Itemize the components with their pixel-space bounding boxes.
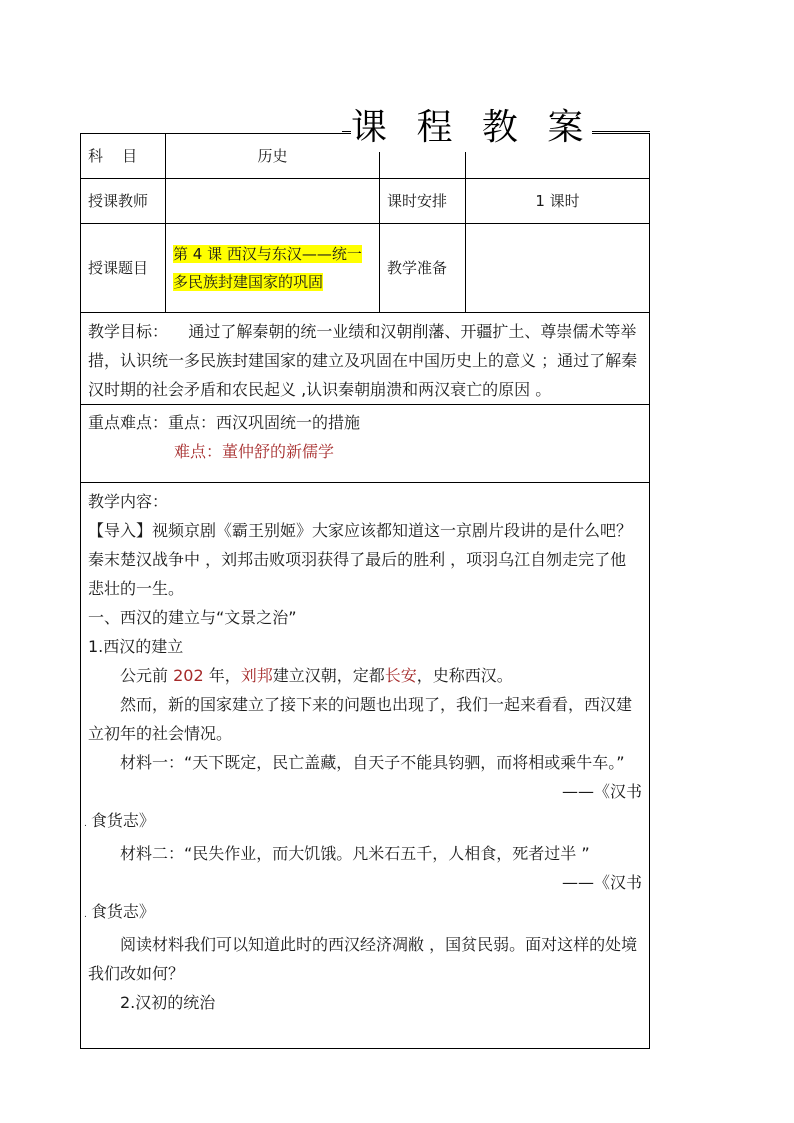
problem-paragraph: 然而，新的国家建立了接下来的问题也出现了，我们一起来看看，西汉建立初年的社会情况。 xyxy=(88,695,633,743)
row-teacher xyxy=(81,179,650,224)
founding-city: 长安 xyxy=(384,666,417,685)
objectives-text: 通过了解秦朝的统一业绩和汉朝削藩、开疆扩土、尊崇儒术等举措，认识统一多民族封建国家的建立及巩固在中国历史上的意义 ；通过了解秦汉时期的社会矛盾和农民起义 ,认识秦朝崩溃和两汉衰亡的原因 。 xyxy=(88,322,638,399)
row-key-points xyxy=(81,405,650,483)
content-cell xyxy=(81,483,650,1049)
prep-value xyxy=(466,224,650,313)
subject-label: 科 目 xyxy=(81,134,166,179)
subheading-2: 2.汉初的统治 xyxy=(120,993,216,1012)
source-1-b: 食货志》 xyxy=(90,811,155,830)
lesson-plan-table xyxy=(80,133,650,1049)
topic-value: 第 4 课 西汉与东汉——统一多民族封建国家的巩固 xyxy=(173,245,362,291)
founding-text-a: 公元前 xyxy=(120,666,174,685)
analysis-paragraph: 阅读材料我们可以知道此时的西汉经济凋敝 ，国贫民弱。面对这样的处境我们改如何？ xyxy=(88,935,638,983)
page-title: 课 程 教 案 xyxy=(351,104,592,152)
source-2-b: 食货志》 xyxy=(90,902,155,921)
key-label: 重点： xyxy=(168,413,217,432)
intro-paragraph: 【导入】视频京剧《霸王别姬》大家应该都知道这一京剧片段讲的是什么吧？秦末楚汉战争中 ，刘邦击败项羽获得了最后的胜利 ，项羽乌江自刎走完了他悲壮的一生。 xyxy=(88,521,633,598)
content-label: 教学内容： xyxy=(88,492,169,511)
objectives-label: 教学目标： xyxy=(88,322,169,341)
key-points-cell xyxy=(81,405,650,483)
subject-value: 历史 xyxy=(166,134,380,179)
source-1-a: ——《汉书 xyxy=(561,782,642,801)
material-2: 材料二：“民失作业，而大饥饿。凡米石五千，人相食，死者过半 ” xyxy=(120,844,590,863)
teacher-label: 授课教师 xyxy=(81,179,166,224)
hours-label: 课时安排 xyxy=(380,179,466,224)
section-heading: 一、西汉的建立与“文景之治” xyxy=(88,608,297,627)
key-text: 西汉巩固统一的措施 xyxy=(216,413,361,432)
prep-label: 教学准备 xyxy=(380,224,466,313)
row-topic xyxy=(81,224,650,313)
topic-cell xyxy=(166,224,380,313)
objectives-cell xyxy=(81,313,650,405)
difficulty-label: 难点： xyxy=(174,442,223,461)
row-objectives xyxy=(81,313,650,405)
difficulty-text: 董仲舒的新儒学 xyxy=(222,442,335,461)
row-content xyxy=(81,483,650,1049)
source-2-a: ——《汉书 xyxy=(561,873,642,892)
material-1: 材料一：“天下既定，民亡盖藏，自天子不能具钧驷，而将相或乘牛车。” xyxy=(120,753,625,772)
founding-text-d: ，史称西汉。 xyxy=(416,666,513,685)
topic-label: 授课题目 xyxy=(81,224,166,313)
source-2-b-line: . 食货志》 xyxy=(84,902,155,921)
founding-text-b: 年， xyxy=(203,666,241,685)
teacher-value xyxy=(166,179,380,224)
source-1-b-line: . 食货志》 xyxy=(84,811,155,830)
founding-year: 202 xyxy=(173,666,204,685)
key-points-label: 重点难点： xyxy=(88,413,169,432)
founding-person: 刘邦 xyxy=(240,666,273,685)
founding-paragraph xyxy=(88,661,642,690)
subheading-1: 1.西汉的建立 xyxy=(88,637,184,656)
founding-text-c: 建立汉朝，定都 xyxy=(272,666,385,685)
objectives-paragraph xyxy=(88,317,642,404)
hours-value: 1 课时 xyxy=(466,179,650,224)
title-rule-right xyxy=(584,131,650,132)
key-line xyxy=(88,408,642,437)
difficulty-line xyxy=(88,437,642,466)
